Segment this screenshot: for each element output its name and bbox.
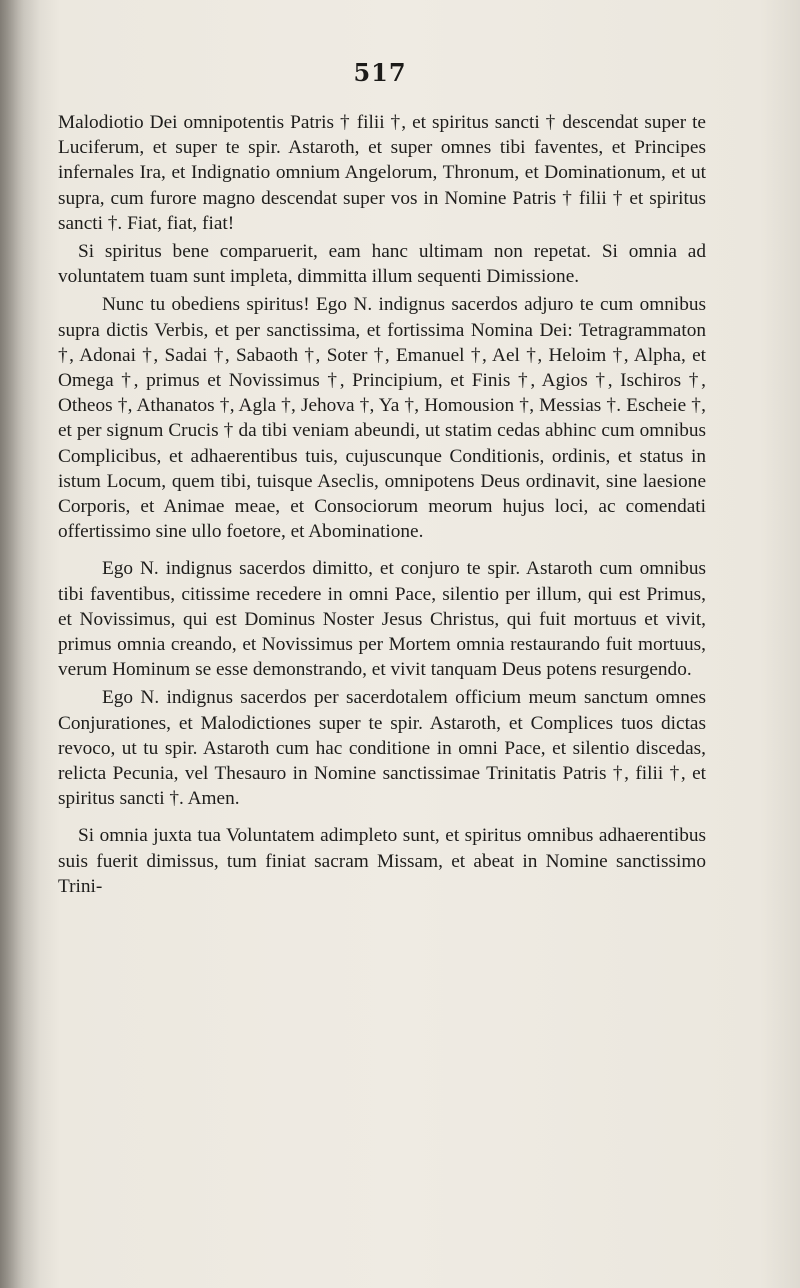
page-text-block: [58, 110, 706, 902]
paragraph-malediction: Malodiotio Dei omnipotentis Patris † filii †, et spiritus sancti † descendat super te Luciferum, et super te spir. Astaroth, et super omnes tibi faventes, et Principes infernales Ira, et Indignatio omnium Angelorum, Thronum, et Dominationum, et ut supra, cum furore magno descendat super vos in Nomine Patris † filii † et spiritus sancti †. Fiat, fiat, fiat!: [58, 112, 706, 234]
paragraph-if-spirit-appeared: Si spiritus bene comparuerit, eam hanc ultimam non repetat. Si omnia ad voluntatem tuam sunt impleta, dimmitta illum sequenti Dimissione.: [58, 241, 706, 288]
paragraph-revocation: Ego N. indignus sacerdos per sacerdotalem officium meum sanctum omnes Conjurationes, et Malodictiones super te spir. Astaroth, et Complices tuos dictas revoco, ut tu spir. Astaroth cum hac conditione in omni Pace, et silentio discedas, relicta Pecunia, vel Thesauro in Nomine sanctissimae Trinitatis Patris †, filii †, et spiritus sancti †. Amen.: [58, 687, 706, 810]
page-number: 517: [353, 58, 407, 87]
paragraph-conclusion: Si omnia juxta tua Voluntatem adimpleto sunt, et spiritus omnibus adhaerentibus suis fuerit dimissus, tum finiat sacram Missam, et abeat in Nomine sanctissimo Trini-: [58, 825, 706, 897]
paragraph-adjuration: Nunc tu obediens spiritus! Ego N. indignus sacerdos adjuro te cum omnibus supra dictis Verbis, et per sanctissima, et fortissima Nomina Dei: Tetragrammaton †, Adonai †, Sadai †, Sabaoth †, Soter †, Emanuel †, Ael †, Heloim †, Alpha, et Omega †, primus et Novissimus †, Principium, et Finis †, Agios †, Ischiros †, Otheos †, Athanatos †, Agla †, Jehova †, Ya †, Homousion †, Messias †. Escheie †, et per signum Crucis † da tibi veniam abeundi, ut statim cedas abhinc cum omnibus Complicibus, et adhaerentibus tuis, cujuscunque Conditionis, ordinis, et status in istum Locum, quem tibi, tuisque Aseclis, omnipotens Deus ordinavit, sine laesione Corporis, et Animae meae, et Consociorum meorum hujus loci, ac comendati offertissimo sine ullo foetore, et Abominatione.: [58, 294, 706, 543]
paragraph-dismissal: Ego N. indignus sacerdos dimitto, et conjuro te spir. Astaroth cum omnibus tibi faventibus, citissime recedere in omni Pace, silentio per illum, qui est Primus, et Novissimus, qui est Dominus Noster Jesus Christus, qui fuit mortuus et vivit, primus omnia creando, et Novissimus per Mortem omnia restaurando fuit mortuus, verum Hominum se esse demonstrando, et vivit tanquam Deus potens resurgendo.: [58, 558, 706, 681]
page-gutter-shadow: [0, 0, 40, 1288]
